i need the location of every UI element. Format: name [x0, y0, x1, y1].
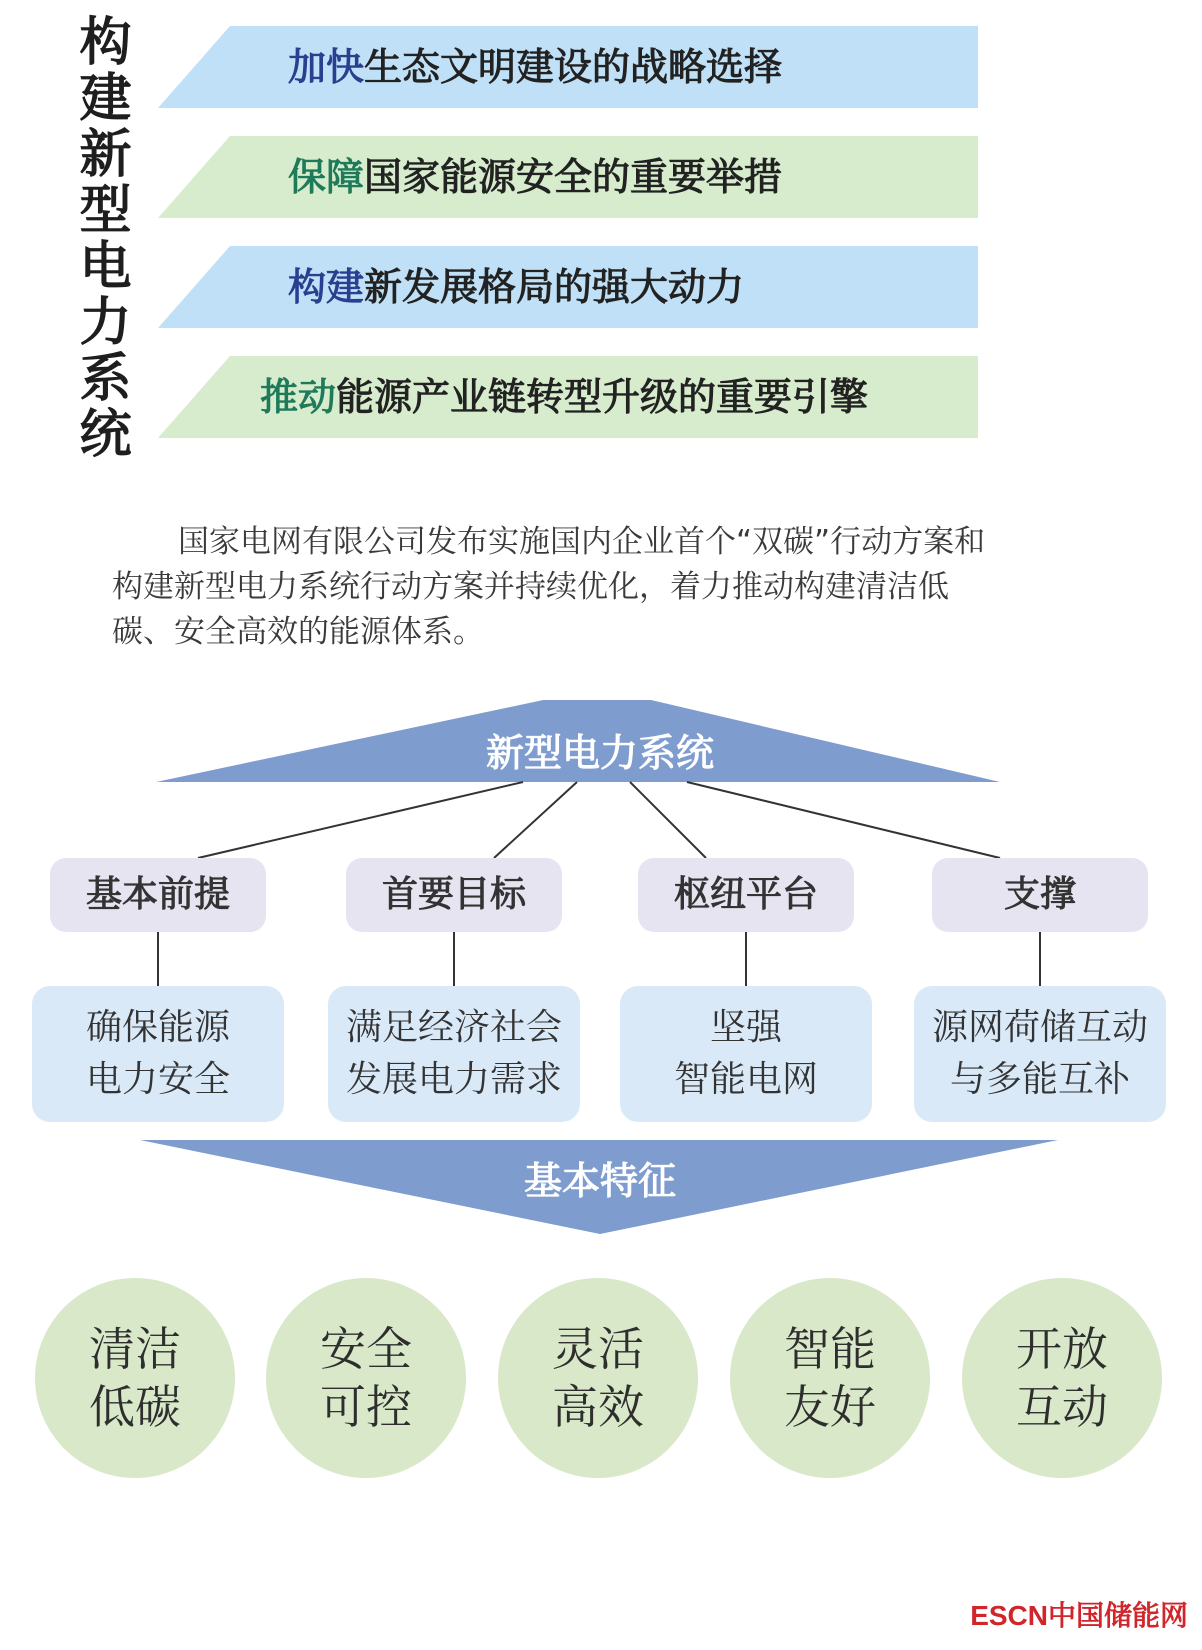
banner-keyword: 推动 [260, 375, 337, 419]
feature-line: 低碳 [89, 1380, 181, 1434]
feature-line: 可控 [320, 1380, 412, 1434]
banner-keyword: 加快 [288, 45, 365, 89]
banner-keyword: 保障 [288, 155, 365, 199]
banner-rest: 能源产业链转型升级的重要引擎 [336, 375, 869, 419]
feature-circle [266, 1278, 466, 1478]
feature-line: 安全 [320, 1322, 412, 1376]
feature-line: 高效 [552, 1380, 644, 1434]
connector-top-4 [687, 782, 1000, 858]
feature-circle [35, 1278, 235, 1478]
feature-line: 智能 [784, 1322, 876, 1376]
detail-line: 发展电力需求 [345, 1059, 562, 1100]
feature-line: 友好 [784, 1380, 876, 1434]
detail-line: 智能电网 [673, 1059, 818, 1100]
power-system-diagram [0, 700, 1202, 1580]
role-pill: 首要目标 [346, 858, 562, 932]
feature-line: 开放 [1016, 1322, 1108, 1376]
banner-1 [158, 26, 978, 108]
detail-box [914, 986, 1166, 1122]
banner-2 [158, 136, 978, 218]
feature-circle [498, 1278, 698, 1478]
banner-4 [158, 356, 978, 438]
banner-rest: 新发展格局的强大动力 [364, 265, 745, 309]
detail-box [328, 986, 580, 1122]
feature-circle [962, 1278, 1162, 1478]
intro-paragraph: 国家电网有限公司发布实施国内企业首个“双碳”行动方案和构建新型电力系统行动方案并持续优化，着力推动构建清洁低碳、安全高效的能源体系。 [112, 524, 986, 650]
top-triangle-label: 新型电力系统 [485, 731, 714, 775]
role-pill: 枢纽平台 [638, 858, 854, 932]
banner-rest: 国家能源安全的重要举措 [364, 155, 783, 199]
detail-line: 源网荷储互动 [931, 1007, 1148, 1048]
connector-top-1 [198, 782, 523, 858]
detail-line: 坚强 [709, 1007, 782, 1048]
detail-line: 满足经济社会 [345, 1007, 562, 1048]
bottom-triangle-label: 基本特征 [523, 1159, 676, 1203]
banner-3 [158, 246, 978, 328]
banner-text [288, 136, 782, 218]
detail-line: 确保能源 [85, 1007, 230, 1048]
banner-text [260, 356, 868, 438]
escn-logo: ESCN中国储能网 [970, 1600, 1188, 1631]
banner-rest: 生态文明建设的战略选择 [364, 45, 783, 89]
role-pill: 基本前提 [50, 858, 266, 932]
role-pill: 支撑 [932, 858, 1148, 932]
detail-line: 电力安全 [85, 1059, 230, 1100]
feature-line: 互动 [1016, 1380, 1108, 1434]
connector-top-3 [630, 782, 706, 858]
connector-top-2 [494, 782, 577, 858]
side-title: 构建新型电力系统 [70, 14, 130, 462]
feature-circle [730, 1278, 930, 1478]
banner-text [288, 26, 782, 108]
banner-text [288, 246, 744, 328]
feature-line: 清洁 [89, 1322, 181, 1376]
banner-keyword: 构建 [288, 265, 365, 309]
detail-line: 与多能互补 [949, 1059, 1130, 1100]
feature-line: 灵活 [552, 1322, 644, 1376]
detail-box [620, 986, 872, 1122]
detail-box [32, 986, 284, 1122]
